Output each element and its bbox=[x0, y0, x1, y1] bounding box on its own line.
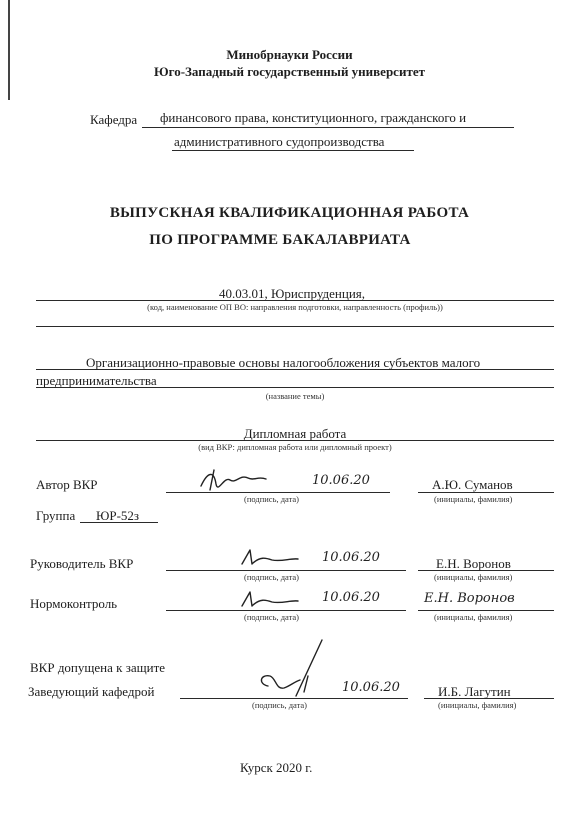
normcontrol-name-caption: (инициалы, фамилия) bbox=[434, 612, 513, 622]
head-label: Заведующий кафедрой bbox=[28, 684, 155, 699]
head-name-caption: (инициалы, фамилия) bbox=[438, 700, 517, 710]
topic-caption: (название темы) bbox=[265, 391, 325, 401]
author-name-caption: (инициалы, фамилия) bbox=[434, 494, 513, 504]
department-underline-2 bbox=[172, 150, 414, 151]
author-sign-caption: (подпись, дата) bbox=[244, 494, 300, 504]
head-name: И.Б. Лагутин bbox=[438, 684, 511, 699]
work-type-caption: (вид ВКР: дипломная работа или дипломный проект) bbox=[198, 442, 392, 452]
normcontrol-date: 10.06.20 bbox=[322, 590, 380, 605]
supervisor-name: Е.Н. Воронов bbox=[436, 556, 511, 571]
author-signature bbox=[196, 466, 276, 496]
department-label: Кафедра bbox=[90, 112, 138, 127]
department-underline-1 bbox=[142, 127, 514, 128]
normcontrol-name-line bbox=[418, 610, 554, 611]
topic-line-1: Организационно-правовые основы налогообложения субъектов малого bbox=[86, 355, 481, 370]
normcontrol-label: Нормоконтроль bbox=[30, 596, 118, 611]
program-caption: (код, наименование ОП ВО: направления подготовки, направленность (профиль)) bbox=[147, 302, 443, 312]
department-line-1: финансового права, конституционного, гражданского и bbox=[160, 110, 467, 125]
author-date: 10.06.20 bbox=[312, 473, 370, 488]
ministry-name: Минобрнауки России bbox=[226, 47, 353, 62]
city-year: Курск 2020 г. bbox=[240, 760, 313, 775]
supervisor-sign-caption: (подпись, дата) bbox=[244, 572, 300, 582]
admission-text: ВКР допущена к защите bbox=[30, 660, 166, 675]
university-name: Юго-Западный государственный университет bbox=[154, 64, 425, 79]
document-title-line-1: ВЫПУСКНАЯ КВАЛИФИКАЦИОННАЯ РАБОТА bbox=[109, 205, 470, 221]
document-title-line-2: ПО ПРОГРАММЕ БАКАЛАВРИАТА bbox=[149, 232, 411, 248]
author-label: Автор ВКР bbox=[36, 477, 98, 492]
head-sign-caption: (подпись, дата) bbox=[252, 700, 308, 710]
department-line-2: административного судопроизводства bbox=[174, 134, 385, 149]
supervisor-label: Руководитель ВКР bbox=[30, 556, 134, 571]
work-type-value: Дипломная работа bbox=[243, 426, 347, 441]
program-underline-2 bbox=[36, 326, 554, 327]
supervisor-signature bbox=[236, 544, 306, 570]
supervisor-date: 10.06.20 bbox=[322, 550, 380, 565]
head-signature bbox=[250, 636, 330, 700]
group-value: ЮР-52з bbox=[96, 508, 140, 523]
program-value: 40.03.01, Юриспруденция, bbox=[218, 286, 366, 301]
normcontrol-sign-caption: (подпись, дата) bbox=[244, 612, 300, 622]
group-label: Группа bbox=[36, 508, 76, 523]
head-date: 10.06.20 bbox=[342, 680, 400, 695]
supervisor-name-caption: (инициалы, фамилия) bbox=[434, 572, 513, 582]
supervisor-signature-line bbox=[166, 570, 406, 571]
normcontrol-name: Е.Н. Воронов bbox=[424, 591, 515, 606]
normcontrol-signature bbox=[236, 586, 306, 612]
topic-line-2: предпринимательства bbox=[36, 373, 157, 388]
author-name: А.Ю. Суманов bbox=[432, 477, 513, 492]
